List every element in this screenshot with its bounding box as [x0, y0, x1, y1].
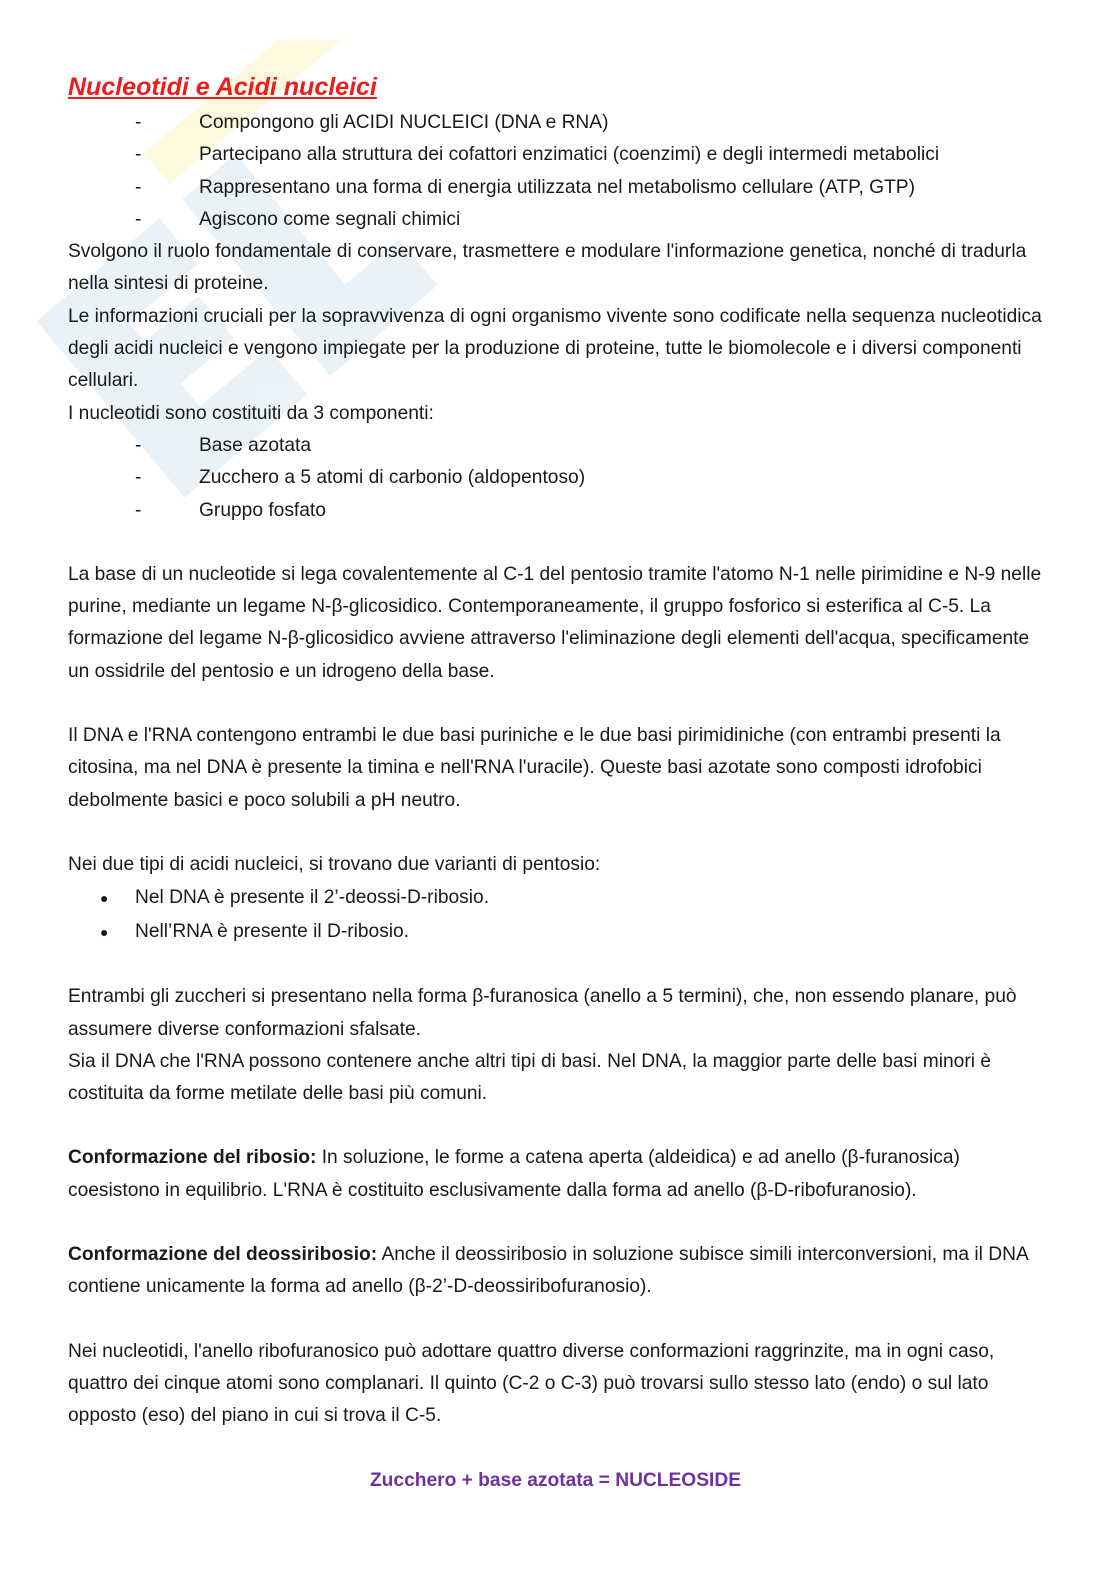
list-item	[68, 107, 1043, 139]
list-item-text: Partecipano alla struttura dei cofattori enzimatici (coenzimi) e degli intermedi metabolici	[199, 144, 940, 166]
list-item	[68, 430, 1043, 462]
spacer	[68, 817, 1043, 849]
spacer	[68, 527, 1043, 559]
paragraph-deoxyribose	[68, 1239, 1043, 1304]
paragraph-pucker: Nei nucleotidi, l'anello ribofuranosico può adottare quattro diverse conformazioni raggrinzite, ma in ogni caso, quattro dei cinque atomi sono complanari. Il quinto (C-2 o C-3) può trovarsi sullo stesso lato (endo) o sul lato opposto (eso) del piano in cui si trova il C-5.	[68, 1340, 995, 1427]
paragraph-furanose: Entrambi gli zuccheri si presentano nella forma β-furanosica (anello a 5 termini), che, non essendo planare, può assumere diverse conformazioni sfalsate.	[68, 986, 1017, 1040]
list-item-text: Agiscono come segnali chimici	[199, 208, 461, 230]
list-item-text: Gruppo fosfato	[199, 499, 326, 521]
functions-list	[68, 107, 1043, 236]
paragraph-role: Svolgono il ruolo fondamentale di conservare, trasmettere e modulare l'informazione genetica, nonché di tradurla nella sintesi di proteine.	[68, 241, 1027, 295]
list-item-text: Base azotata	[199, 434, 312, 456]
spacer	[68, 949, 1043, 981]
paragraph-bond: La base di un nucleotide si lega covalentemente al C-1 del pentosio tramite l'atomo N-1 nelle pirimidine e N-9 nelle purine, mediante un legame N-β-glicosidico. Contemporaneamente, il gruppo fosforico si esterifica al C-5. La formazione del legame N-β-glicosidico avviene attraverso l'eliminazione degli elementi dell'acqua, specificamente un ossidrile del pentosio e un idrogeno della base.	[68, 563, 1042, 682]
page-title: Nucleotidi e Acidi nucleici	[68, 73, 377, 101]
spacer	[68, 1207, 1043, 1239]
pentose-intro: Nei due tipi di acidi nucleici, si trovano due varianti di pentosio:	[68, 853, 601, 875]
ribose-heading: Conformazione del ribosio:	[68, 1147, 317, 1169]
bullet-marker: ●	[100, 890, 109, 907]
dash-marker: -	[135, 434, 142, 456]
dash-marker: -	[135, 176, 142, 198]
paragraph-ribose	[68, 1142, 1043, 1207]
dash-marker: -	[135, 144, 142, 166]
list-item-text: Rappresentano una forma di energia utilizzata nel metabolismo cellulare (ATP, GTP)	[199, 176, 915, 198]
dash-marker: -	[135, 467, 142, 489]
spacer	[68, 688, 1043, 720]
pentose-list	[68, 881, 1043, 949]
ribose-text: In soluzione, le forme a catena aperta (aldeidica) e ad anello (β-furanosica) coesistono in equilibrio. L'RNA è costituito esclusivamente dalla forma ad anello (β-D-ribofuranosio).	[68, 1147, 960, 1201]
paragraph-minor-bases: Sia il DNA che l'RNA possono contenere anche altri tipi di basi. Nel DNA, la maggior parte delle basi minori è costituita da forme metilate delle basi più comuni.	[68, 1050, 991, 1105]
dash-marker: -	[135, 112, 142, 133]
list-item-text: Compongono gli ACIDI NUCLEICI (DNA e RNA)	[199, 112, 609, 133]
spacer	[68, 1304, 1043, 1336]
list-item	[68, 204, 1043, 236]
deoxyribose-text: Anche il deossiribosio in soluzione subisce simili interconversioni, ma il DNA contiene unicamente la forma ad anello (β-2’-D-deossiribofuranosio).	[68, 1244, 1028, 1298]
paragraph-info: Le informazioni cruciali per la sopravvivenza di ogni organismo vivente sono codificate nella sequenza nucleotidica degli acidi nucleici e vengono impiegate per la produzione di proteine, tutte le biomolecole e i diversi componenti cellulari.	[68, 305, 1042, 392]
list-item-text: Zucchero a 5 atomi di carbonio (aldopentoso)	[199, 467, 586, 489]
list-item	[68, 172, 1043, 204]
list-item	[68, 462, 1043, 494]
list-item	[68, 915, 1043, 949]
dash-marker: -	[135, 499, 142, 521]
nucleoside-definition: Zucchero + base azotata = NUCLEOSIDE	[369, 1469, 742, 1491]
list-item-text: Nell’RNA è presente il D-ribosio.	[135, 921, 410, 943]
components-intro: I nucleotidi sono costituiti da 3 componenti:	[68, 402, 434, 424]
document-page	[68, 68, 1043, 1497]
bullet-marker: ●	[100, 924, 109, 941]
paragraph-bases: Il DNA e l'RNA contengono entrambi le due basi puriniche e le due basi pirimidiniche (con entrambi presenti la citosina, ma nel DNA è presente la timina e nell'RNA l'uracile). Queste basi azotate sono composti idrofobici debolmente basici e poco solubili a pH neutro.	[68, 725, 1001, 811]
spacer	[68, 1110, 1043, 1142]
components-list	[68, 430, 1043, 527]
dash-marker: -	[135, 208, 142, 230]
list-item	[68, 881, 1043, 915]
list-item	[68, 495, 1043, 527]
list-item	[68, 139, 1043, 171]
deoxyribose-heading: Conformazione del deossiribosio:	[68, 1244, 378, 1266]
list-item-text: Nel DNA è presente il 2’-deossi-D-ribosio.	[135, 887, 490, 909]
